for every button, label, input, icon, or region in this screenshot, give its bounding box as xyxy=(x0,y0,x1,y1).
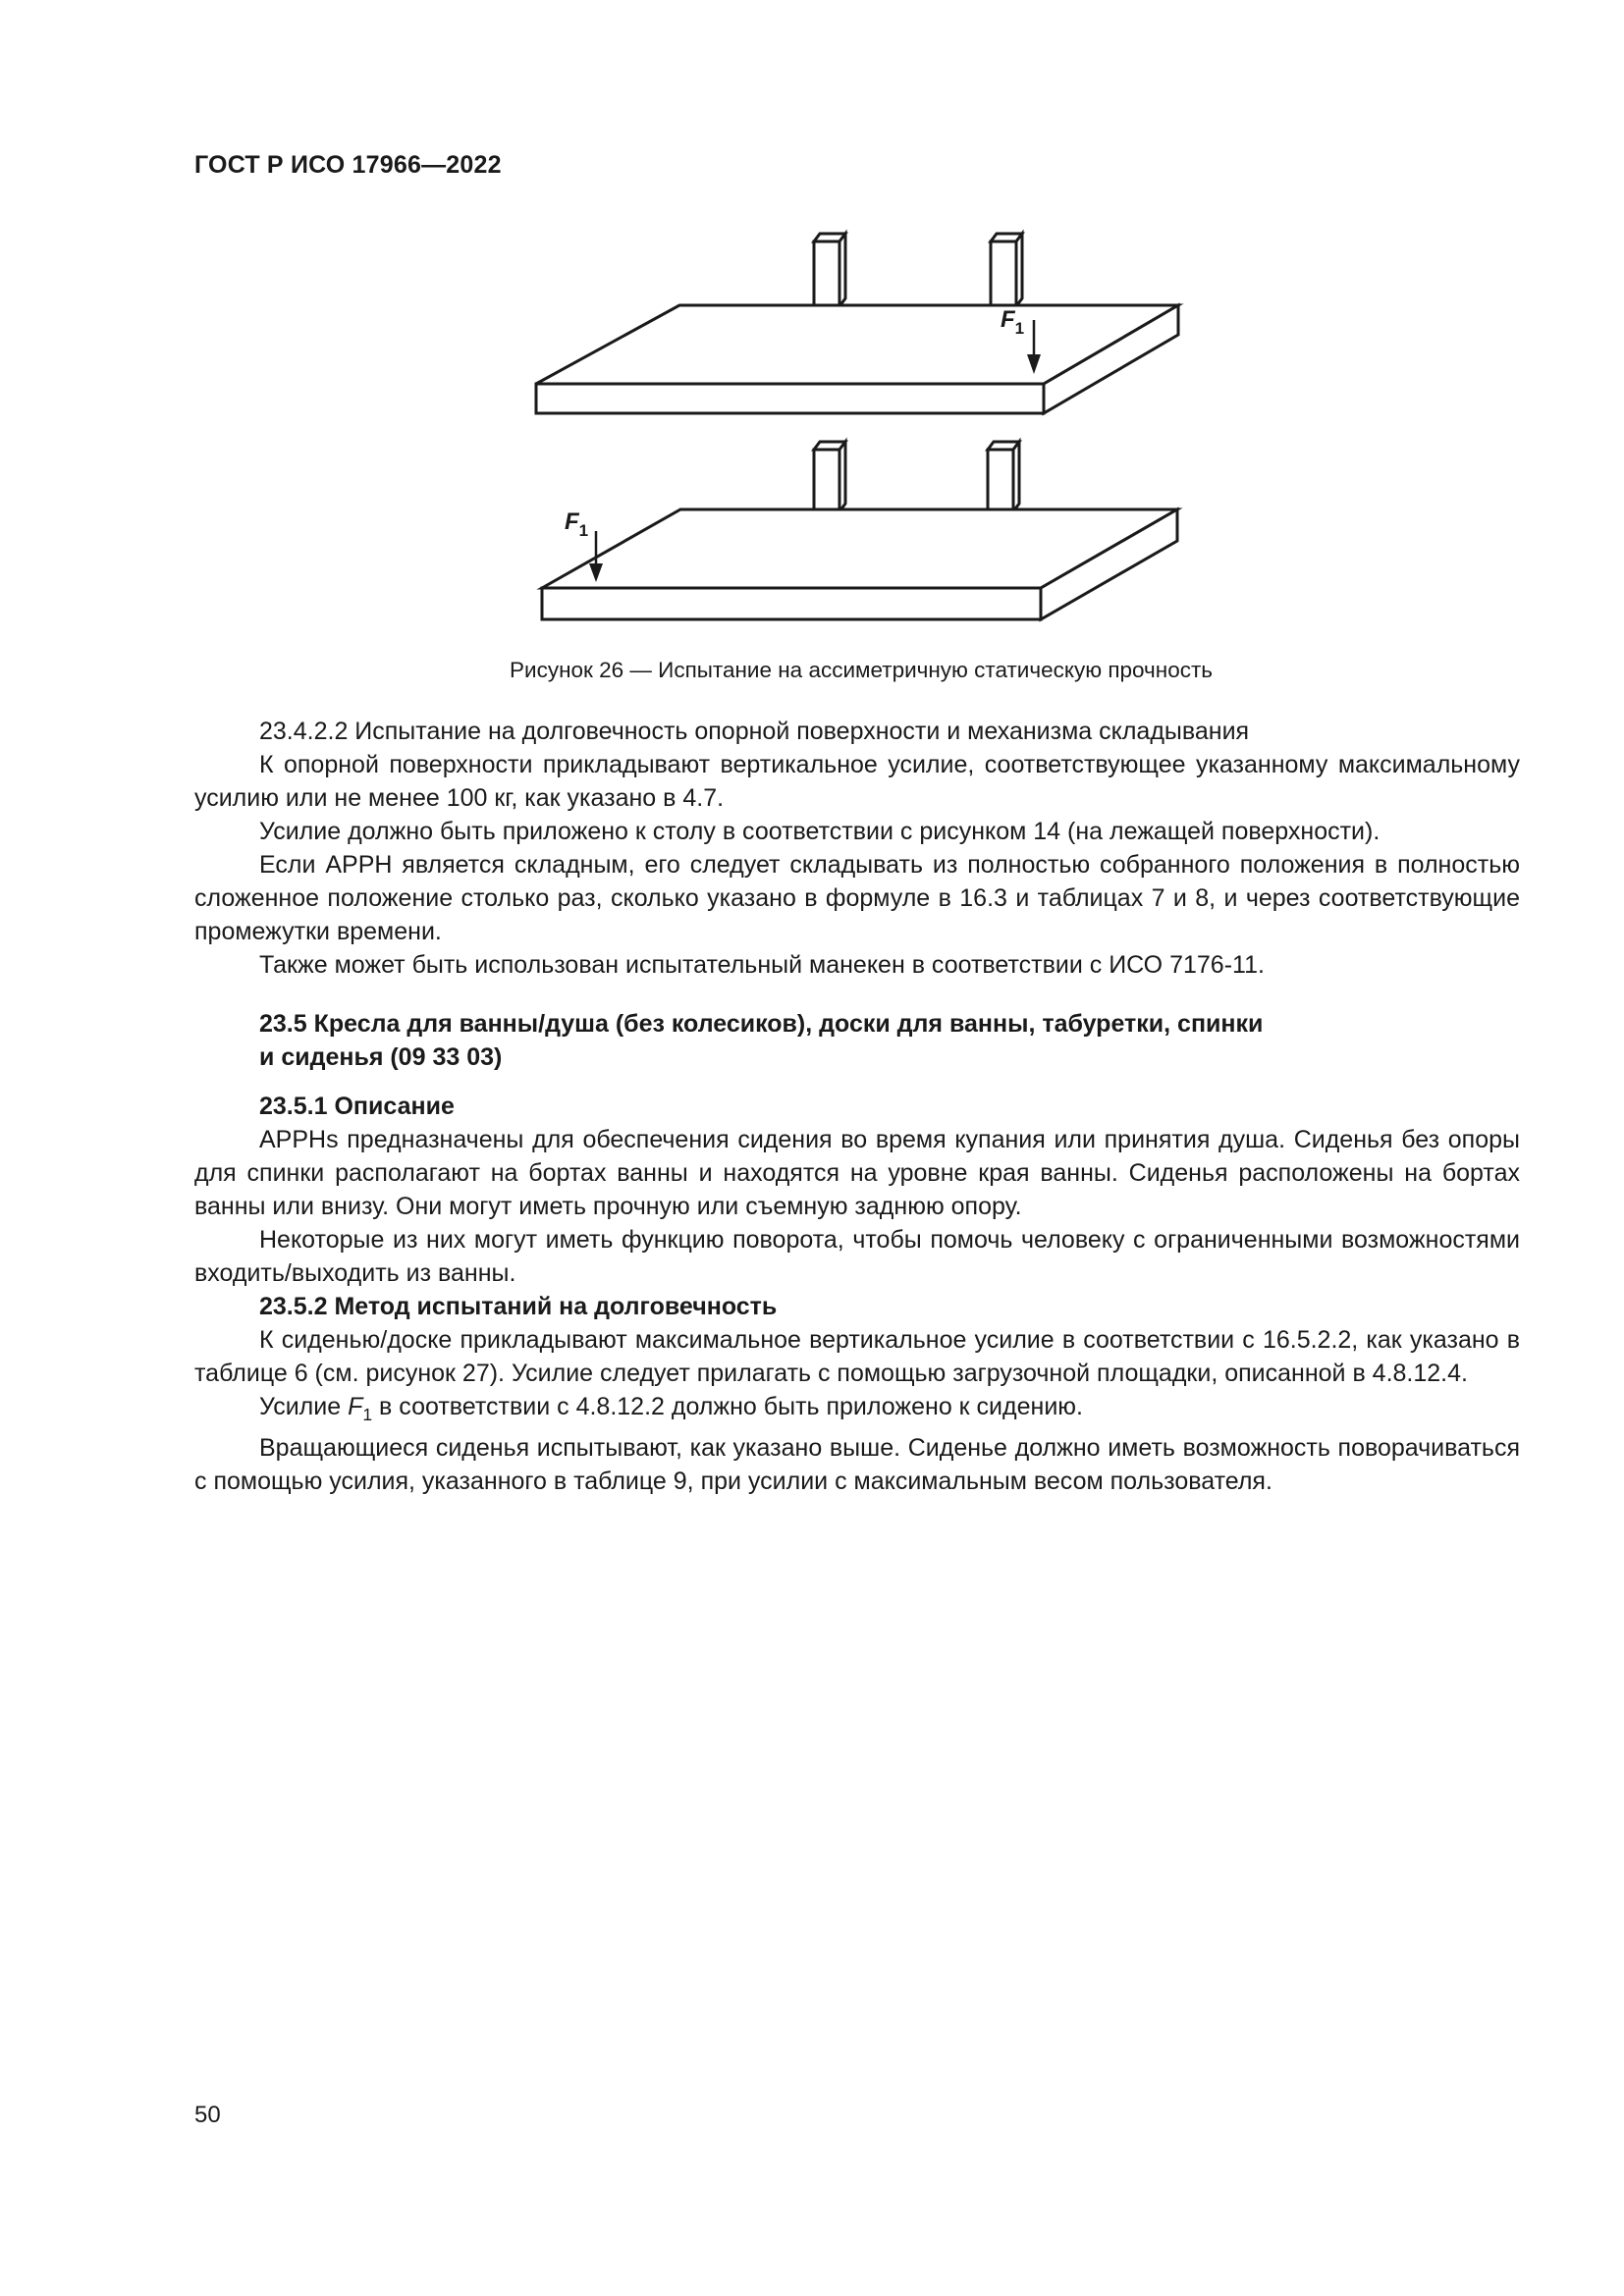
document-header: ГОСТ Р ИСО 17966—2022 xyxy=(194,151,502,179)
document-body xyxy=(194,715,1520,1498)
paragraph: Усилие должно быть приложено к столу в соответствии с рисунком 14 (на лежащей поверхности). xyxy=(259,818,1380,845)
top-board xyxy=(536,305,1178,413)
top-left-post xyxy=(814,234,845,306)
page-number: 50 xyxy=(194,2102,221,2128)
paragraph: К сиденью/доске прикладывают максимальное вертикальное усилие в соответствии с 16.5.2.2, как указано в таблице 6 (см. рисунок 27). Усилие следует прилагать с помощью загрузочной площадки, описанной в 4.8.12.4. xyxy=(194,1326,1520,1387)
top-right-post xyxy=(991,234,1022,306)
paragraph: Некоторые из них могут иметь функцию поворота, чтобы помочь человеку с ограниченными возможностями входить/выходить из ванны. xyxy=(194,1226,1520,1287)
paragraph: Также может быть использован испытательный манекен в соответствии с ИСО 7176-11. xyxy=(259,951,1265,979)
subsection-heading-23-5-2: 23.5.2 Метод испытаний на долговечность xyxy=(259,1293,778,1320)
bottom-force-label: $F_1$ xyxy=(565,508,589,540)
subsection-heading-23-5-1: 23.5.1 Описание xyxy=(259,1093,455,1120)
section-heading-line1: 23.5 Кресла для ванны/душа (без колесиков), доски для ванны, табуретки, спинки xyxy=(259,1010,1264,1038)
bottom-board xyxy=(542,509,1177,619)
paragraph: Если АРРН является складным, его следует складывать из полностью собранного положения в полностью сложенное положение столько раз, сколько указано в формуле в 16.3 и таблицах 7 и 8, и через соответствующие промежутки времени. xyxy=(194,851,1520,945)
paragraph-force: Усилие $F_1$ в соответствии с 4.8.12.2 должно быть приложено к сидению. xyxy=(259,1393,1083,1424)
section-heading-line2: и сиденья (09 33 03) xyxy=(259,1043,503,1071)
figure-caption: Рисунок 26 — Испытание на ассиметричную статическую прочность xyxy=(510,658,1213,682)
paragraph: Вращающиеся сиденья испытывают, как указано выше. Сиденье должно иметь возможность поворачиваться с помощью усилия, указанного в таблице 9, при усилии с максимальным весом пользователя. xyxy=(194,1434,1520,1495)
bottom-left-post xyxy=(814,442,845,511)
paragraph: APPHs предназначены для обеспечения сидения во время купания или принятия душа. Сиденья без опоры для спинки располагают на бортах ванны и находятся на уровне края ванны. Сиденья расположены на бортах ванны или внизу. Они могут иметь прочную или съемную заднюю опору. xyxy=(194,1126,1520,1220)
figure-26-diagram xyxy=(0,0,1624,648)
top-force-label: $F_1$ xyxy=(1001,306,1025,338)
paragraph-23-4-2-2: 23.4.2.2 Испытание на долговечность опорной поверхности и механизма складывания xyxy=(259,718,1250,745)
section-heading-23-5 xyxy=(194,1007,1520,1074)
bottom-right-post xyxy=(988,442,1019,511)
paragraph: К опорной поверхности прикладывают вертикальное усилие, соответствующее указанному максимальному усилию или не менее 100 кг, как указано в 4.7. xyxy=(194,751,1520,812)
